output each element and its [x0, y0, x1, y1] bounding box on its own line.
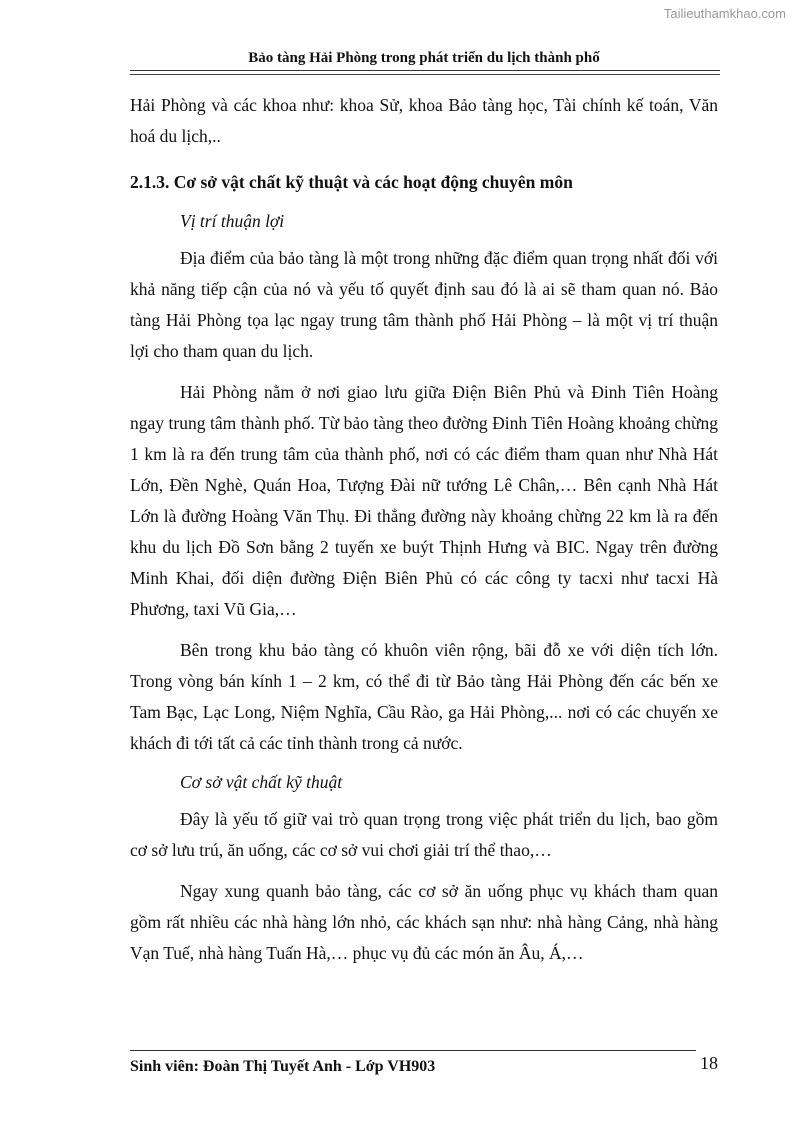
- page-header-title: Bảo tàng Hải Phòng trong phát triển du lịch thành phố: [248, 50, 600, 66]
- footer-rule: [130, 1050, 696, 1051]
- subheading-facilities: Cơ sở vật chất kỹ thuật: [180, 772, 343, 792]
- header-rule: [130, 70, 720, 71]
- subheading-location: Vị trí thuận lợi: [180, 211, 285, 231]
- paragraph-facilities-restaurants: Ngay xung quanh bảo tàng, các cơ sở ăn uống phục vụ khách tham quan gồm rất nhiều các nhà hàng lớn nhỏ, các khách sạn như: nhà hàng Cảng, nhà hàng Vạn Tuế, nhà hàng Tuấn Hà,… phục vụ đủ các món ăn Âu, Á,…: [130, 881, 718, 963]
- paragraph-location-stations: Bên trong khu bảo tàng có khuôn viên rộng, bãi đỗ xe với diện tích lớn. Trong vòng bán kính 1 – 2 km, có thể đi từ Bảo tàng Hải Phòng đến các bến xe Tam Bạc, Lạc Long, Niệm Nghĩa, Cầu Rào, ga Hải Phòng,... nơi có các chuyến xe khách đi tới tất cả các tỉnh thành trong cả nước.: [130, 640, 718, 753]
- document-body: [130, 90, 718, 969]
- header-rule-secondary: [130, 74, 720, 75]
- section-heading: 2.1.3. Cơ sở vật chất kỹ thuật và các hoạt động chuyên môn: [130, 172, 573, 192]
- paragraph-location-intro: Địa điểm của bảo tàng là một trong những đặc điểm quan trọng nhất đối với khả năng tiếp cận của nó và yếu tố quyết định sau đó là ai sẽ tham quan nó. Bảo tàng Hải Phòng tọa lạc ngay trung tâm thành phố Hải Phòng – là một vị trí thuận lợi cho tham quan du lịch.: [130, 248, 718, 361]
- watermark: Tailieuthamkhao.com: [663, 6, 786, 21]
- footer-author: Sinh viên: Đoàn Thị Tuyết Anh - Lớp VH903: [130, 1058, 436, 1075]
- paragraph-location-routes: Hải Phòng nằm ở nơi giao lưu giữa Điện Biên Phủ và Đinh Tiên Hoàng ngay trung tâm thành phố. Từ bảo tàng theo đường Đinh Tiên Hoàng khoảng chừng 1 km là ra đến trung tâm của thành phố, nơi có các điểm tham quan như Nhà Hát Lớn, Đền Nghè, Quán Hoa, Tượng Đài nữ tướng Lê Chân,… Bên cạnh Nhà Hát Lớn là đường Hoàng Văn Thụ. Đi thẳng đường này khoảng chừng 22 km là ra đến khu du lịch Đồ Sơn bằng 2 tuyến xe buýt Thịnh Hưng và BIC. Ngay trên đường Minh Khai, đối diện đường Điện Biên Phủ có các công ty tacxi như tacxi Hà Phương, taxi Vũ Gia,…: [130, 382, 718, 619]
- paragraph-continuation: Hải Phòng và các khoa như: khoa Sử, khoa Bảo tàng học, Tài chính kế toán, Văn hoá du lịch,..: [130, 95, 718, 146]
- paragraph-facilities-intro: Đây là yếu tố giữ vai trò quan trọng trong việc phát triển du lịch, bao gồm cơ sở lưu trú, ăn uống, các cơ sở vui chơi giải trí thể thao,…: [130, 809, 718, 860]
- page-number: 18: [700, 1053, 718, 1073]
